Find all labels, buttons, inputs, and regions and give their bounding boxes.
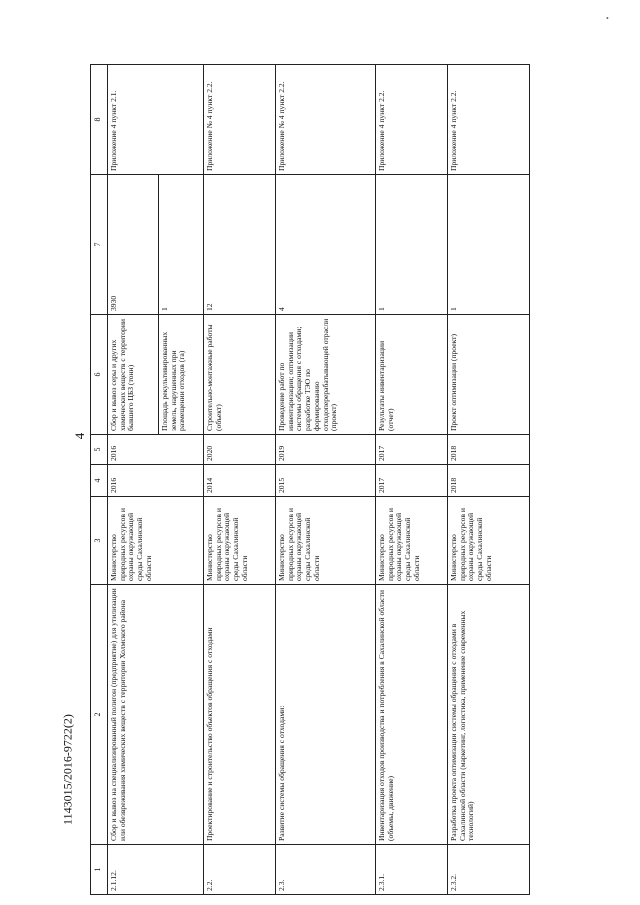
indicator-value: 1 (448, 175, 530, 315)
start-year: 2016 (108, 465, 204, 497)
reference: Приложение 4 пункт 2.2. (376, 65, 448, 175)
reference: Приложение № 4 пункт 2.2. (276, 65, 376, 175)
start-year: 2018 (448, 465, 530, 497)
reference: Приложение 4 пункт 2.2. (448, 65, 530, 175)
header-cell: 5 (91, 435, 108, 465)
measure-name: Инвентаризация отходов производства и потребления в Сахалинской области (объемы, движение) (376, 585, 448, 845)
responsible: Министерство природных ресурсов и охраны окружающей среды Сахалинской области (204, 497, 276, 585)
table-row (204, 65, 276, 895)
indicator: Результаты инвентаризации (отчет) (376, 315, 448, 435)
row-number: 2.1.12. (108, 845, 204, 895)
rotated-table-wrapper (90, 65, 530, 895)
header-cell: 8 (91, 65, 108, 175)
table-row (108, 65, 204, 895)
value-cell (108, 175, 204, 315)
responsible: Министерство природных ресурсов и охраны окружающей среды Сахалинской области (276, 497, 376, 585)
row-number: 2.3.1. (376, 845, 448, 895)
measures-table (90, 64, 530, 895)
header-cell: 7 (91, 175, 108, 315)
measure-name: Разработка проекта оптимизации системы обращения с отходами в Сахалинской области (маркетинг, логистика, применение современных технологий) (448, 585, 530, 845)
end-year: 2018 (448, 435, 530, 465)
indicator-value: 1 (376, 175, 448, 315)
row-number: 2.3.2. (448, 845, 530, 895)
indicator: Сбор и вывоз серы и других химических веществ с территории бывшего ЦБЗ (тонн) (109, 319, 136, 431)
responsible: Министерство природных ресурсов и охраны окружающей среды Сахалинской области (108, 497, 204, 585)
start-year: 2017 (376, 465, 448, 497)
end-year: 2016 (108, 435, 204, 465)
header-cell: 1 (91, 845, 108, 895)
measure-name: Развитие системы обращения с отходами: (276, 585, 376, 845)
header-cell: 3 (91, 497, 108, 585)
indicator: Проведение работ по инвентаризации; оптимизации системы обращения с отходами; разработке ТЭО по формированию отходоперерабатывающей отрасли (проект) (276, 315, 376, 435)
responsible: Министерство природных ресурсов и охраны окружающей среды Сахалинской области (376, 497, 448, 585)
header-row (91, 65, 108, 895)
corner-mark: • (606, 14, 609, 23)
indicator-value: 4 (276, 175, 376, 315)
page-number: 4 (72, 432, 87, 440)
document-id: 1143015/2016-9722(2) (60, 714, 75, 825)
reference: Приложение 4 пункт 2.1. (108, 65, 204, 175)
end-year: 2019 (276, 435, 376, 465)
start-year: 2014 (204, 465, 276, 497)
indicator-value: 1 (159, 175, 172, 314)
indicator: Строительно-монтажные работы (объект) (204, 315, 276, 435)
measure-name: Проектирование и строительство объектов обращения с отходами (204, 585, 276, 845)
indicator: Площадь рекультивированных земель, нарушенных при размещении отходов (га) (159, 315, 190, 434)
end-year: 2017 (376, 435, 448, 465)
indicator-cell (108, 315, 204, 435)
row-number: 2.3. (276, 845, 376, 895)
start-year: 2015 (276, 465, 376, 497)
indicator: Проект оптимизации (проект) (448, 315, 530, 435)
end-year: 2020 (204, 435, 276, 465)
table-row (276, 65, 376, 895)
indicator-value: 12 (204, 175, 276, 315)
row-number: 2.2. (204, 845, 276, 895)
table-row (376, 65, 448, 895)
header-cell: 6 (91, 315, 108, 435)
header-cell: 4 (91, 465, 108, 497)
table-row (448, 65, 530, 895)
header-cell: 2 (91, 585, 108, 845)
indicator-value: 3930 (109, 295, 118, 311)
measure-name: Сбор и вывоз на специализированный полигон (предприятие) для утилизации или обезвреживания химических веществ с территории Холмского района (108, 585, 204, 845)
responsible: Министерство природных ресурсов и охраны окружающей среды Сахалинской области (448, 497, 530, 585)
reference: Приложение № 4 пункт 2.2. (204, 65, 276, 175)
